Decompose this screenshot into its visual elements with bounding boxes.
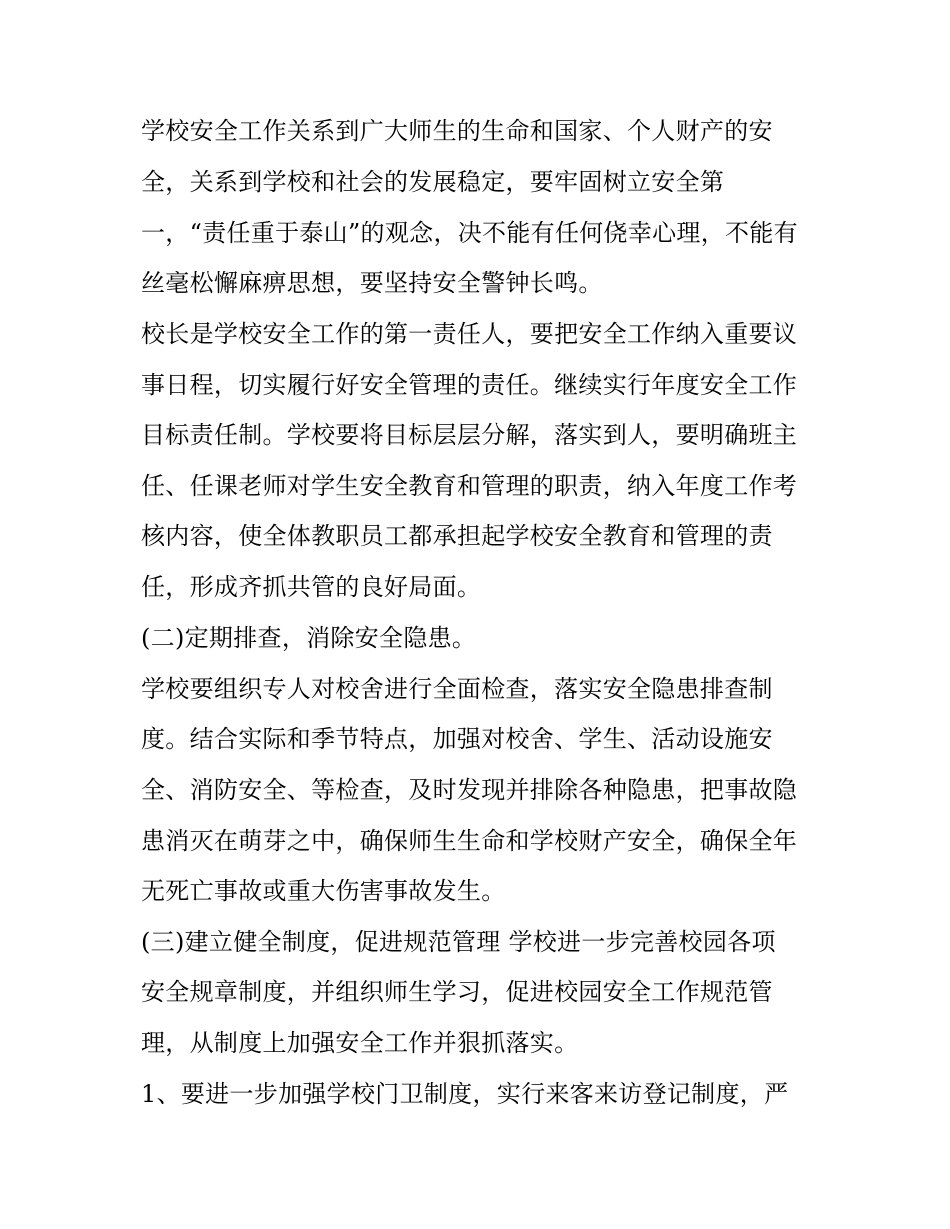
text-line-9: 核内容，使全体教职员工都承担起学校安全教育和管理的责 <box>141 522 773 550</box>
text-line-7: 目标责任制。学校要将目标层层分解，落实到人，要明确班主 <box>141 421 798 449</box>
text-line-16: 无死亡事故或重大伤害事故发生。 <box>141 877 506 905</box>
text-line-5: 校长是学校安全工作的第一责任人，要把安全工作纳入重要议 <box>141 320 798 348</box>
text-line-2: 全，关系到学校和社会的发展稳定，要牢固树立安全第 <box>141 168 725 196</box>
section-heading-3: (三)建立健全制度，促进规范管理 学校进一步完善校园各项 <box>141 928 776 956</box>
section-heading-2: (二)定期排查，消除安全隐患。 <box>141 624 477 652</box>
text-line-10: 任，形成齐抓共管的良好局面。 <box>141 573 482 601</box>
text-line-1: 学校安全工作关系到广大师生的生命和国家、个人财产的安 <box>141 117 773 145</box>
text-line-18: 安全规章制度，并组织师生学习，促进校园安全工作规范管 <box>141 978 773 1006</box>
text-line-3: 一，“责任重于泰山”的观念，决不能有任何侥幸心理，不能有 <box>141 219 798 247</box>
text-line-14: 全、消防安全、等检查，及时发现并排除各种隐患，把事故隐 <box>141 776 798 804</box>
text-line-19: 理，从制度上加强安全工作并狠抓落实。 <box>141 1029 579 1057</box>
text-line-4: 丝毫松懈麻痹思想，要坚持安全警钟长鸣。 <box>141 269 603 297</box>
text-line-8: 任、任课老师对学生安全教育和管理的职责，纳入年度工作考 <box>141 472 798 500</box>
text-line-15: 患消灭在萌芽之中，确保师生生命和学校财产安全，确保全年 <box>141 827 798 855</box>
list-item-1: 1、要进一步加强学校门卫制度，实行来客来访登记制度，严 <box>141 1080 789 1108</box>
text-line-13: 度。结合实际和季节特点，加强对校舍、学生、活动设施安 <box>141 725 773 753</box>
text-line-12: 学校要组织专人对校舍进行全面检查，落实安全隐患排查制 <box>141 675 773 703</box>
text-line-6: 事日程，切实履行好安全管理的责任。继续实行年度安全工作 <box>141 371 798 399</box>
